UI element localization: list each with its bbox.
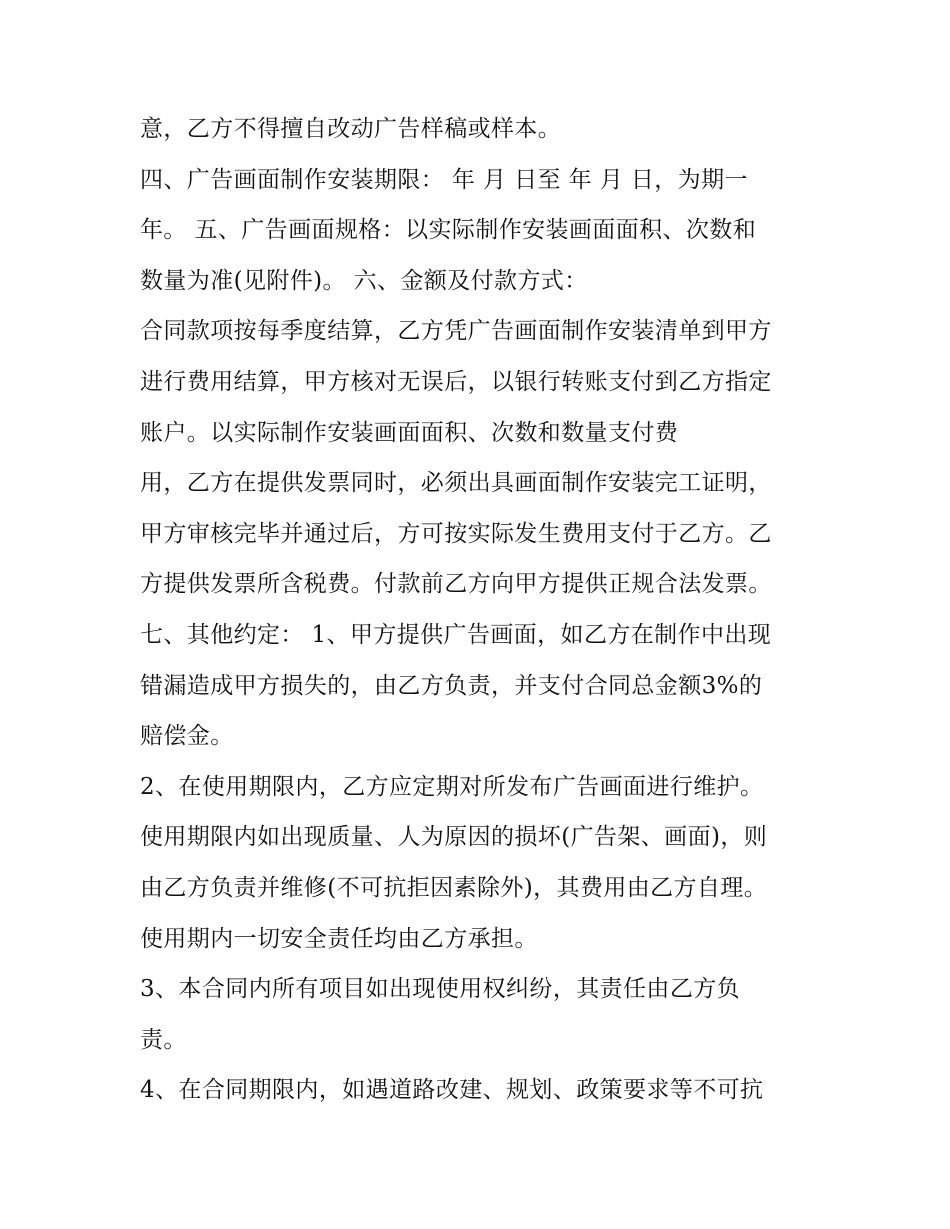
text-line: 进行费用结算，甲方核对无误后，以银行转账支付到乙方指定 <box>140 368 772 395</box>
text-line: 用，乙方在提供发票同时，必须出具画面制作安装完工证明， <box>140 470 772 497</box>
text-line: 数量为准(见附件)。 六、金额及付款方式： <box>140 267 588 294</box>
text-line: 七、其他约定： 1、甲方提供广告画面，如乙方在制作中出现 <box>140 621 772 648</box>
text-line: 赔偿金。 <box>140 723 234 750</box>
text-line: 账户。以实际制作安装画面面积、次数和数量支付费 <box>140 419 679 446</box>
text-line: 3、本合同内所有项目如出现使用权纠纷，其责任由乙方负 <box>140 976 741 1003</box>
text-line: 方提供发票所含税费。付款前乙方向甲方提供正规合法发票。 <box>140 571 772 598</box>
text-line: 责。 <box>140 1026 187 1053</box>
text-line: 使用期限内如出现质量、人为原因的损坏(广告架、画面)，则 <box>140 824 768 851</box>
text-line: 合同款项按每季度结算，乙方凭广告画面制作安装清单到甲方 <box>140 318 772 345</box>
contract-text-body <box>140 110 820 1122</box>
text-line: 由乙方负责并维修(不可抗拒因素除外)，其费用由乙方自理。 <box>140 874 768 901</box>
text-line: 错漏造成甲方损失的，由乙方负责，并支付合同总金额3%的 <box>140 672 763 699</box>
text-line: 甲方审核完毕并通过后，方可按实际发生费用支付于乙方。乙 <box>140 520 772 547</box>
text-line: 使用期内一切安全责任均由乙方承担。 <box>140 925 538 952</box>
text-line: 四、广告画面制作安装期限： 年 月 日至 年 月 日，为期一 <box>140 166 748 193</box>
text-line: 2、在使用期限内，乙方应定期对所发布广告画面进行维护。 <box>140 773 764 800</box>
text-line: 年。 五、广告画面规格：以实际制作安装画面面积、次数和 <box>140 217 757 244</box>
text-line: 意，乙方不得擅自改动广告样稿或样本。 <box>140 116 562 142</box>
text-line: 4、在合同期限内，如遇道路改建、规划、政策要求等不可抗 <box>140 1077 764 1104</box>
